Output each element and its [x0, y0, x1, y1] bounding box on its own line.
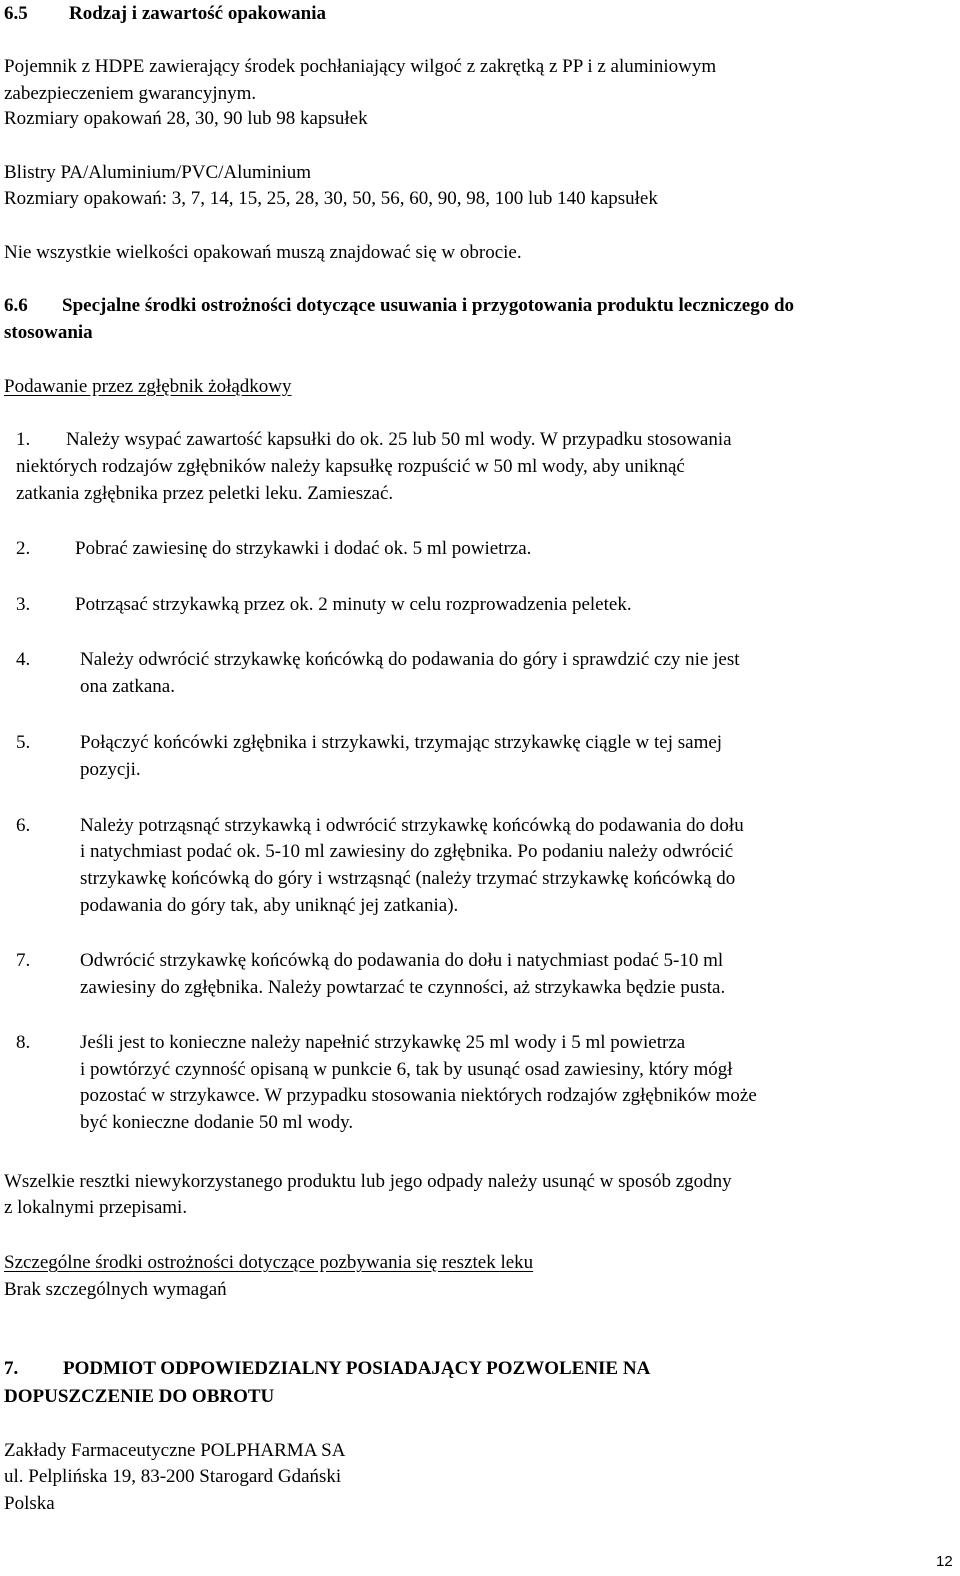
step-text-line: być konieczne dodanie 50 ml wody. [80, 1112, 354, 1133]
company-name: Zakłady Farmaceutyczne POLPHARMA SA [4, 1440, 346, 1461]
company-address: ul. Pelplińska 19, 83-200 Starogard Gdański [4, 1466, 342, 1487]
packaging-text-line: zabezpieczeniem gwarancyjnym. [4, 83, 257, 104]
packaging-text-line: Pojemnik z HDPE zawierający środek pochłaniający wilgoć z zakrętką z PP i z aluminiowym [4, 56, 717, 77]
section-6-5-title: Rodzaj i zawartość opakowania [69, 3, 327, 24]
section-6-5-number: 6.5 [4, 3, 28, 24]
step-text-line: podawania do góry tak, aby uniknąć jej zatkania). [80, 895, 459, 916]
step-text-line: ona zatkana. [80, 676, 175, 697]
special-precautions-heading: Szczególne środki ostrożności dotyczące pozbywania się resztek leku [4, 1252, 534, 1273]
section-6-6-title: Specjalne środki ostrożności dotyczące usuwania i przygotowania produktu leczniczego do [62, 295, 795, 316]
step-number: 5. [16, 732, 31, 753]
step-text-line: Odwrócić strzykawkę końcówką do podawania do dołu i natychmiast podać 5-10 ml [80, 950, 724, 971]
packaging-text-line: Nie wszystkie wielkości opakowań muszą znajdować się w obrocie. [4, 242, 522, 263]
step-text-line: Należy potrząsnąć strzykawką i odwrócić strzykawkę końcówką do podawania do dołu [80, 815, 744, 836]
page-number: 12 [936, 1553, 953, 1570]
administration-subheading: Podawanie przez zgłębnik żołądkowy [4, 376, 292, 397]
section-6-6-number: 6.6 [4, 295, 28, 316]
packaging-text-line: Blistry PA/Aluminium/PVC/Aluminium [4, 162, 312, 183]
step-text-line: Połączyć końcówki zgłębnika i strzykawki, trzymając strzykawkę ciągle w tej samej [80, 732, 723, 753]
step-text-line: zawiesiny do zgłębnika. Należy powtarzać te czynności, aż strzykawka będzie pusta. [80, 977, 726, 998]
step-text-line: zatkania zgłębnika przez peletki leku. Zamieszać. [16, 483, 394, 504]
section-7-title-cont: DOPUSZCZENIE DO OBROTU [4, 1386, 275, 1407]
step-number: 7. [16, 950, 31, 971]
step-text-line: Potrząsać strzykawką przez ok. 2 minuty w celu rozprowadzenia peletek. [75, 594, 632, 615]
section-6-6-title-cont: stosowania [4, 322, 93, 343]
company-country: Polska [4, 1493, 55, 1514]
step-text-line: pozycji. [80, 759, 141, 780]
special-precautions-text: Brak szczególnych wymagań [4, 1279, 227, 1300]
step-number: 8. [16, 1032, 31, 1053]
step-text-line: Jeśli jest to konieczne należy napełnić strzykawkę 25 ml wody i 5 ml powietrza [80, 1032, 686, 1053]
section-7-number: 7. [4, 1358, 19, 1379]
step-number: 2. [16, 538, 31, 559]
disposal-text-line: z lokalnymi przepisami. [4, 1197, 188, 1218]
disposal-text-line: Wszelkie resztki niewykorzystanego produktu lub jego odpady należy usunąć w sposób zgodny [4, 1171, 732, 1192]
packaging-text-line: Rozmiary opakowań: 3, 7, 14, 15, 25, 28, 30, 50, 56, 60, 90, 98, 100 lub 140 kapsułek [4, 188, 658, 209]
packaging-text-line: Rozmiary opakowań 28, 30, 90 lub 98 kapsułek [4, 108, 368, 129]
step-text-line: i powtórzyć czynność opisaną w punkcie 6, tak by usunąć osad zawiesiny, który mógł [80, 1059, 733, 1080]
step-text-line: niektórych rodzajów zgłębników należy kapsułkę rozpuścić w 50 ml wody, aby uniknąć [16, 456, 685, 477]
step-number: 6. [16, 815, 31, 836]
step-text-line: Pobrać zawiesinę do strzykawki i dodać ok. 5 ml powietrza. [75, 538, 532, 559]
step-text-line: pozostać w strzykawce. W przypadku stosowania niektórych rodzajów zgłębników może [80, 1085, 757, 1106]
step-text-line: i natychmiast podać ok. 5-10 ml zawiesiny do zgłębnika. Po podaniu należy odwrócić [80, 841, 734, 862]
section-7-title: PODMIOT ODPOWIEDZIALNY POSIADAJĄCY POZWOLENIE NA [63, 1358, 651, 1379]
step-text-line: Należy odwrócić strzykawkę końcówką do podawania do góry i sprawdzić czy nie jest [80, 649, 740, 670]
step-number: 3. [16, 594, 31, 615]
step-text-line: strzykawkę końcówką do góry i wstrząsnąć (należy trzymać strzykawkę końcówką do [80, 868, 736, 889]
step-number: 4. [16, 649, 31, 670]
step-number: 1. [16, 429, 31, 450]
step-text-line: Należy wsypać zawartość kapsułki do ok. 25 lub 50 ml wody. W przypadku stosowania [66, 429, 732, 450]
